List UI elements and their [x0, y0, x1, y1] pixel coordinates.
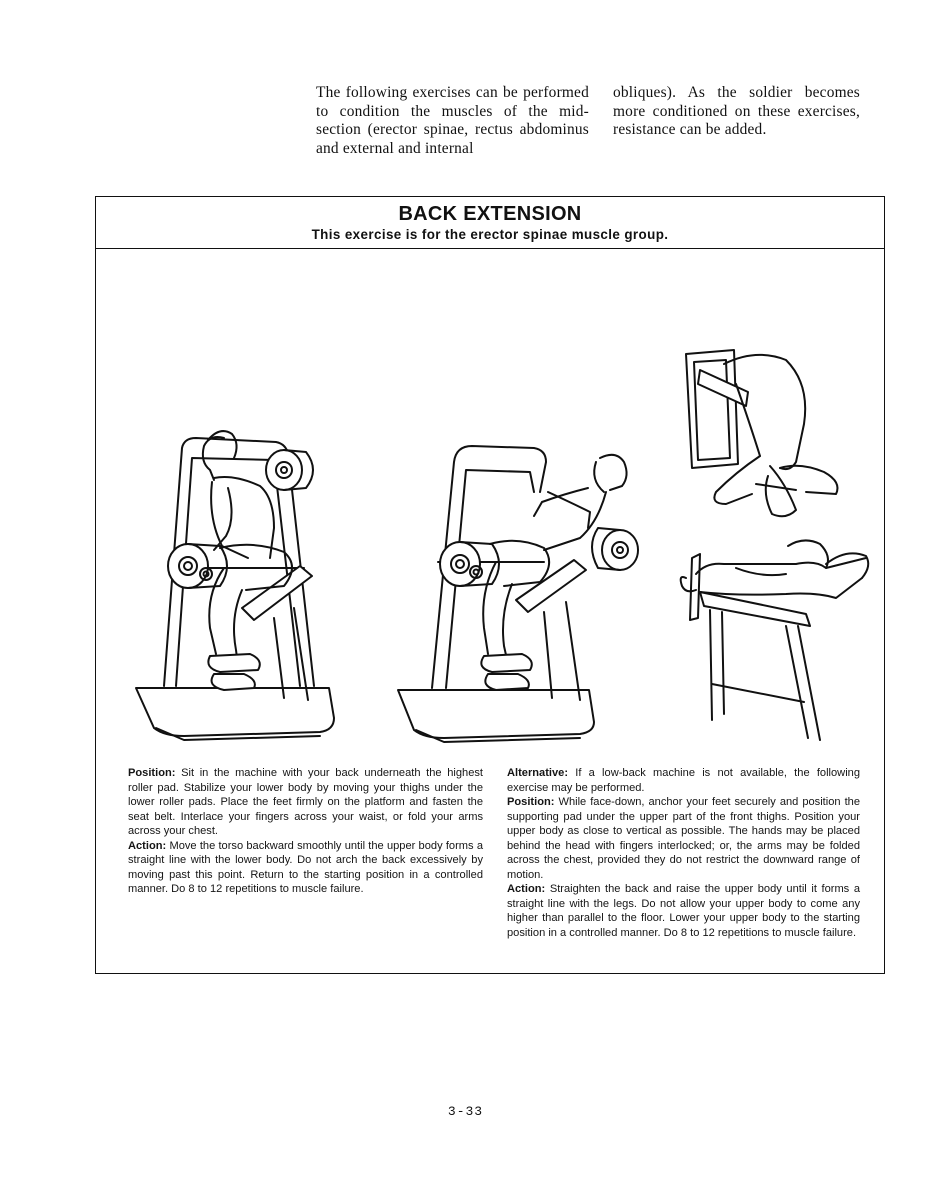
- alt-action-paragraph: [507, 882, 860, 940]
- action-label: Action:: [128, 839, 167, 852]
- position-label: Position:: [128, 767, 176, 779]
- alt-position-text: While face-down, anchor your feet securely and position the supporting pad under the upper part of the front thighs. Position your upper body as close to vertical as possible. The hands may be placed behind the head with fingers interlocked; or, the arms may be folded across the chest, provided they do not restrict the downward range of motion.: [507, 796, 860, 881]
- intro-paragraph-right: obliques). As the soldier becomes more conditioned on these exercises, resistance can be added.: [613, 84, 860, 138]
- alternative-paragraph: [507, 766, 860, 795]
- position-paragraph: [128, 766, 483, 839]
- alternative-label: Alternative:: [507, 767, 569, 779]
- start-position-figure: [124, 418, 339, 748]
- exercise-title: BACK EXTENSION: [398, 203, 582, 225]
- exercise-subtitle: This exercise is for the erector spinae muscle group.: [311, 227, 669, 242]
- alternative-text: If a low-back machine is not available, the following exercise may be performed.: [507, 767, 860, 794]
- instructions-left-column: [128, 766, 483, 897]
- alt-action-text: Straighten the back and raise the upper body until it forms a straight line with the legs. Do not allow your upper body to come any higher than parallel to the floor. Lower your upper body to the starting position in a controlled manner. Do 8 to 12 repetitions to muscle failure.: [507, 883, 860, 939]
- alt-action-label: Action:: [507, 883, 546, 895]
- alt-position-label: Position:: [507, 796, 555, 808]
- alt-position-paragraph: [507, 795, 860, 882]
- position-text: Sit in the machine with your back underneath the highest roller pad. Stabilize your lower body by moving your thighs under the lower roller pads. Place the feet firmly on the platform and fasten the seat belt. Interlace your fingers across your waist, or fold your arms across your chest.: [128, 767, 483, 837]
- panel-header: [96, 197, 884, 249]
- end-position-figure: [384, 432, 652, 750]
- action-paragraph: [128, 839, 483, 897]
- action-text: Move the torso backward smoothly until the upper body forms a straight line with the lower body. Do not arch the back excessively by moving past this point. Return to the starting position in a controlled manner. Do 8 to 12 repetitions to muscle failure.: [128, 839, 483, 895]
- instructions-right-column: [507, 766, 860, 940]
- alternative-side-figure: [676, 534, 876, 746]
- page-number: 3-33: [447, 1104, 484, 1119]
- alternative-top-figure: [676, 344, 856, 524]
- intro-paragraph-left: The following exercises can be performed to condition the muscles of the mid-section (erector spinae, rectus abdominus and external and internal: [316, 84, 589, 157]
